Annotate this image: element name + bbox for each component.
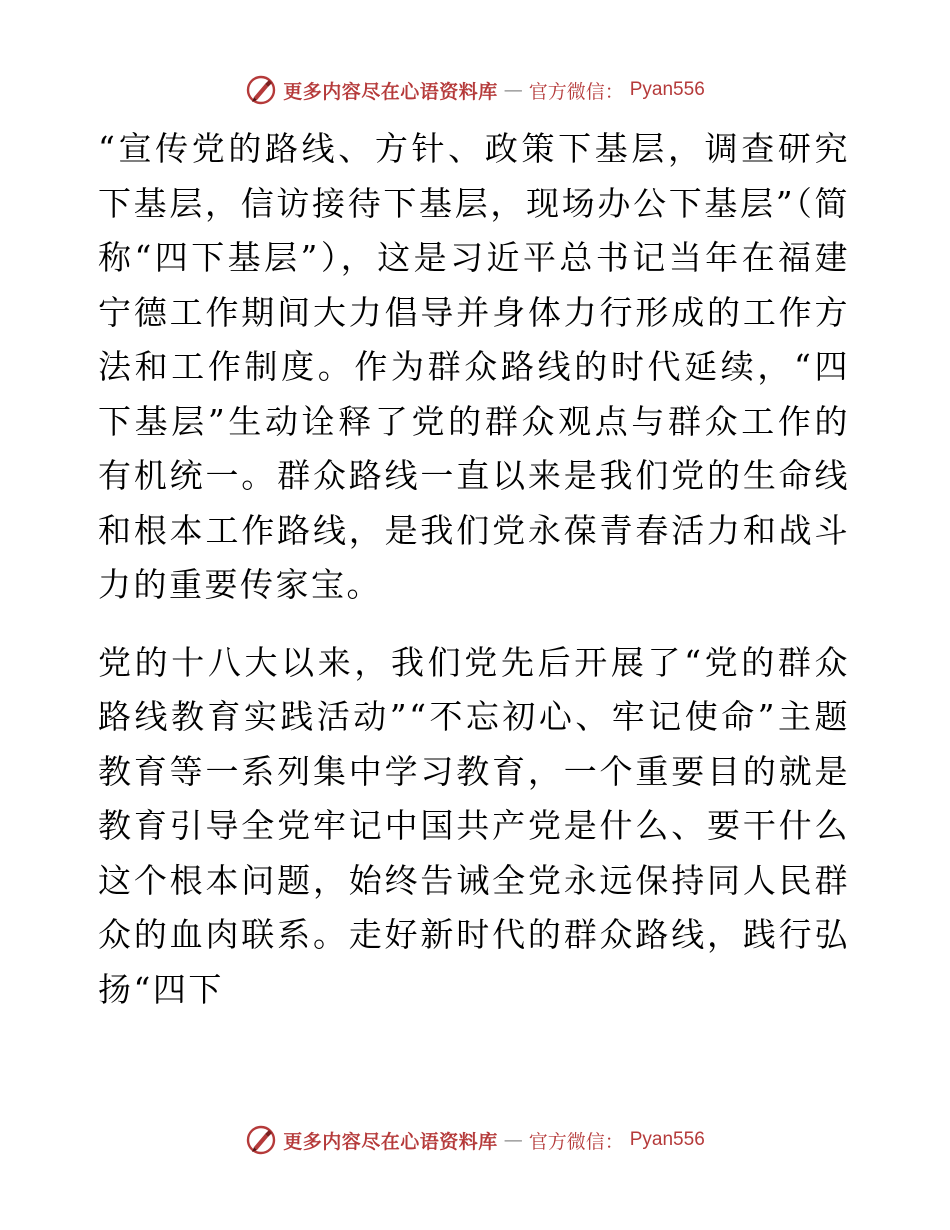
watermark-wechat-label: 官方微信： [528,1130,624,1153]
watermark-wechat-label: 官方微信： [528,80,624,103]
footer-watermark [0,1120,950,1160]
paragraph-1: “宣传党的路线、方针、政策下基层，调查研究下基层，信访接待下基层，现场办公下基层”（简称“四下基层”），这是习近平总书记当年在福建宁德工作期间大力倡导并身体力行形成的工作方法和工作制度。作为群众路线的时代延续，“四下基层”生动诠释了党的群众观点与群众工作的有机统一。群众路线一直以来是我们党的生命线和根本工作路线，是我们党永葆青春活力和战斗力的重要传家宝。 [98,129,850,604]
document-body [98,122,850,1017]
watermark-brand-text: 更多内容尽在心语资料库 [283,80,498,103]
pen-logo-icon [245,1124,277,1156]
watermark-dash: — [503,79,523,101]
header-watermark [0,70,950,110]
watermark-dash: — [503,1129,523,1151]
watermark-brand-text: 更多内容尽在心语资料库 [283,1130,498,1153]
pen-logo-icon [245,74,277,106]
watermark-wechat-id: Pyan556 [629,1129,705,1150]
watermark-brand [245,74,705,106]
watermark-wechat-id: Pyan556 [629,79,705,100]
watermark-brand [245,1124,705,1156]
paragraph-2: 党的十八大以来，我们党先后开展了“党的群众路线教育实践活动”“不忘初心、牢记使命”主题教育等一系列集中学习教育，一个重要目的就是教育引导全党牢记中国共产党是什么、要干什么这个根本问题，始终告诫全党永远保持同人民群众的血肉联系。走好新时代的群众路线，践行弘扬“四下 [98,642,850,1009]
